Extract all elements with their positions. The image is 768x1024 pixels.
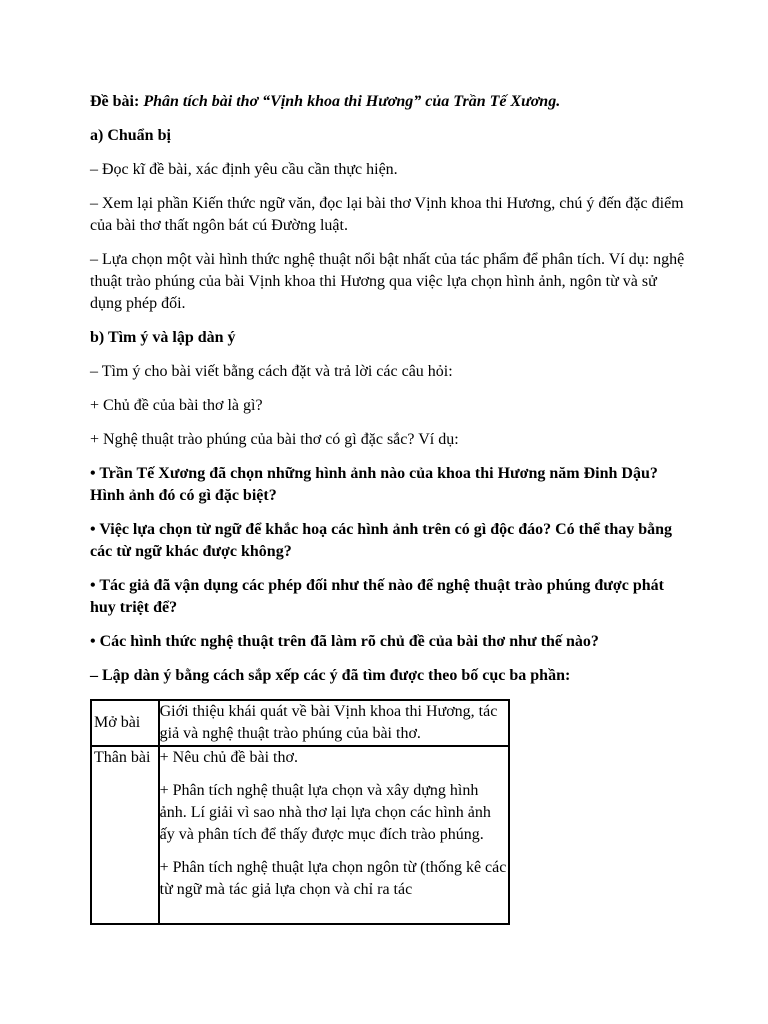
section-a-item: – Xem lại phần Kiến thức ngữ văn, đọc lại bài thơ Vịnh khoa thi Hương, chú ý đến đặc điểm của bài thơ thất ngôn bát cú Đường luật. xyxy=(90,195,684,234)
document-page xyxy=(90,91,690,925)
row-line: + Phân tích nghệ thuật lựa chọn ngôn từ (thống kê các từ ngữ mà tác giả lựa chọn và chỉ ra tác xyxy=(159,859,507,898)
table-row xyxy=(91,700,509,746)
outline-intro: – Lập dàn ý bằng cách sắp xếp các ý đã tìm được theo bố cục ba phần: xyxy=(90,667,571,684)
table-row xyxy=(91,746,509,924)
section-b-item: + Nghệ thuật trào phúng của bài thơ có gì đặc sắc? Ví dụ: xyxy=(90,431,459,448)
section-a-item: – Đọc kĩ đề bài, xác định yêu cầu cần thực hiện. xyxy=(90,161,398,178)
section-a-item: – Lựa chọn một vài hình thức nghệ thuật nổi bật nhất của tác phẩm để phân tích. Ví dụ: nghệ thuật trào phúng của bài Vịnh khoa thi Hương qua việc lựa chọn hình ảnh, ngôn từ và sử dụng phép đối. xyxy=(90,251,685,312)
title-text: Phân tích bài thơ “Vịnh khoa thi Hương” của Trần Tế Xương. xyxy=(143,93,561,110)
question-bullet: • Tác giả đã vận dụng các phép đối như thế nào để nghệ thuật trào phúng được phát huy triệt để? xyxy=(90,577,664,616)
section-b-item: + Chủ đề của bài thơ là gì? xyxy=(90,397,263,414)
section-b-item: – Tìm ý cho bài viết bằng cách đặt và trả lời các câu hỏi: xyxy=(90,363,453,380)
assignment-title xyxy=(90,91,690,113)
section-a-heading: a) Chuẩn bị xyxy=(90,127,171,144)
section-b-heading: b) Tìm ý và lập dàn ý xyxy=(90,329,236,346)
row-line: + Phân tích nghệ thuật lựa chọn và xây dựng hình ảnh. Lí giải vì sao nhà thơ lại lựa chọn các hình ảnh ấy và phân tích để thấy được mục đích trào phúng. xyxy=(159,782,491,843)
row-content-clip xyxy=(160,747,508,923)
title-label: Đề bài: xyxy=(90,93,140,110)
row-label: Thân bài xyxy=(91,746,159,924)
outline-table xyxy=(90,699,510,925)
row-line: Giới thiệu khái quát về bài Vịnh khoa thi Hương, tác giả và nghệ thuật trào phúng của bài thơ. xyxy=(159,703,498,742)
question-bullet: • Các hình thức nghệ thuật trên đã làm rõ chủ đề của bài thơ như thế nào? xyxy=(90,633,599,650)
row-label: Mở bài xyxy=(91,700,159,746)
question-bullet: • Việc lựa chọn từ ngữ để khắc hoạ các hình ảnh trên có gì độc đáo? Có thể thay bằng các từ ngữ khác được không? xyxy=(90,521,673,560)
row-content xyxy=(159,746,509,924)
row-line: + Nêu chủ đề bài thơ. xyxy=(159,749,298,766)
row-content xyxy=(159,700,509,746)
question-bullet: • Trần Tế Xương đã chọn những hình ảnh nào của khoa thi Hương năm Đinh Dậu? Hình ảnh đó có gì đặc biệt? xyxy=(90,465,658,504)
